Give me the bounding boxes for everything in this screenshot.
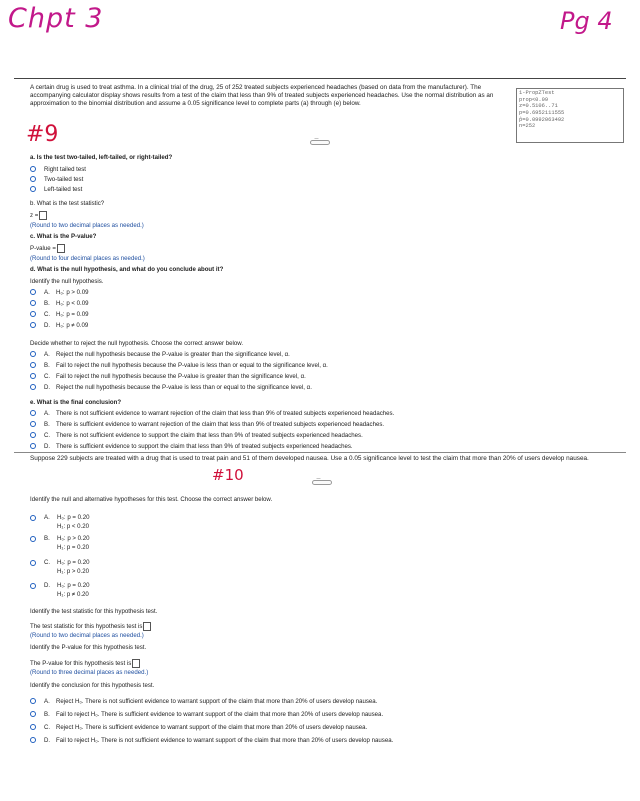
radio-button[interactable] [30,515,36,521]
option-letter: D. [44,737,51,744]
option-text: Fail to reject H₀. There is sufficient evidence to warrant support of the claim that more than 20% of users develop nausea. [56,711,384,718]
radio-button[interactable] [30,311,36,317]
option-text: Fail to reject H₀. There is not sufficient evidence to warrant support of the claim that more than 20% of users develop nausea. [56,737,394,744]
option-text: There is not sufficient evidence to warrant rejection of the claim that less than 9% of treated subjects experienced headaches. [56,410,395,417]
null-option-a[interactable] [30,289,89,297]
expand-toggle[interactable] [310,140,330,145]
z-prefix: z = [30,212,39,220]
test-stat-hint: (Round to two decimal places as needed.) [30,632,144,639]
question-a [30,154,172,162]
radio-button[interactable] [30,289,36,295]
hypothesis-option-a[interactable] [30,514,150,532]
radio-button[interactable] [30,322,36,328]
handwritten-chapter-note: Chpt 3 [8,3,104,34]
option-text: Reject the null hypothesis because the P-value is greater than the significance level, α. [56,351,290,358]
option-text: There is sufficient evidence to warrant rejection of the claim that less than 9% of treated subjects experienced headaches. [56,421,385,428]
p-value-prefix: The P-value for this hypothesis test is [30,660,132,668]
option-text: Fail to reject the null hypothesis because the P-value is less than or equal to the significance level, α. [56,362,328,369]
option-letter: A. [44,514,50,521]
h1-text: H₁: p > 0.20 [57,568,90,575]
calc-line: z=0.5106..71 [519,103,558,110]
radio-button[interactable] [30,698,36,704]
option-letter: D. [44,384,51,391]
p-value-hint: (Round to three decimal places as needed.) [30,669,149,676]
option-right-tailed[interactable] [30,166,86,174]
radio-button[interactable] [30,583,36,589]
radio-button[interactable] [30,536,36,542]
calc-line: n=252 [519,123,536,130]
hypothesis-option-d[interactable] [30,582,150,600]
h1-text: H₁: p < 0.20 [57,523,90,530]
problem9-intro: A certain drug is used to treat asthma. In a clinical trial of the drug, 25 of 252 treated subjects experienced headaches (based on data from the manufacturer). The accompanying calculator display shows results from a test of the claim that less than 9% of treated subjects experienced headaches. Use the normal distribution as an approximation to the binomial distribution and assume a 0.05 significance level to complete parts (a) through (e) below. [30,84,494,107]
radio-button[interactable] [30,560,36,566]
option-text: Fail to reject the null hypothesis because the P-value is greater than the significance level, α. [56,373,306,380]
identify-null-label: Identify the null hypothesis. [30,278,104,285]
option-text: H₀: p ≠ 0.09 [56,322,89,329]
p-value-input[interactable] [132,659,140,668]
calc-line: p=0.6952111555 [519,109,565,116]
option-letter: B. [44,535,50,542]
conclusion10-option-c[interactable] [30,724,367,732]
decision-option-d[interactable] [30,384,312,392]
top-divider [14,78,626,79]
option-text: H₀: p < 0.09 [56,300,89,307]
option-label: Right tailed test [44,166,87,173]
radio-button[interactable] [30,176,36,182]
h0-text: H₀: p = 0.20 [57,582,90,589]
question-c [30,233,96,241]
option-letter: C. [44,559,51,566]
question-b-text: b. What is the test statistic? [30,200,105,207]
option-left-tailed[interactable] [30,186,82,194]
radio-button[interactable] [30,373,36,379]
calc-line: 1-PropZTest [519,90,555,96]
h0-text: H₀: p > 0.20 [57,535,90,542]
hypothesis-option-b[interactable] [30,535,150,553]
problem10-intro: Suppose 229 subjects are treated with a drug that is used to treat pain and 51 of them developed nausea. Use a 0.05 significance level to test the claim that more than 20% of users develop nausea. [30,455,589,462]
option-two-tailed[interactable] [30,176,83,184]
option-text: H₀: p = 0.09 [56,311,89,318]
calc-line: prop<0.09 [519,96,549,103]
test-stat-question: Identify the test statistic for this hypothesis test. [30,608,158,615]
radio-button[interactable] [30,351,36,357]
question-d [30,266,223,274]
h1-text: H₁: p = 0.20 [57,544,90,551]
option-text: Reject H₀. There is not sufficient evidence to warrant support of the claim that more than 20% of users develop nausea. [56,698,378,705]
question-a-text: a. Is the test two-tailed, left-tailed, or right-tailed? [30,154,173,161]
z-answer-row [30,211,47,220]
radio-button[interactable] [30,384,36,390]
question-e [30,399,121,407]
option-letter: C. [44,432,51,439]
pvalue-prefix: P-value = [30,245,56,253]
option-text: Reject the null hypothesis because the P-value is less than or equal to the significance level, α. [56,384,312,391]
radio-button[interactable] [30,410,36,416]
calc-line: p̂=0.0992063492 [519,116,565,123]
radio-button[interactable] [30,737,36,743]
option-letter: B. [44,711,50,718]
radio-button[interactable] [30,362,36,368]
decide-label: Decide whether to reject the null hypothesis. Choose the correct answer below. [30,340,244,347]
option-text: There is not sufficient evidence to support the claim that less than 9% of treated subjects experienced headaches. [56,432,363,439]
pvalue-input[interactable] [57,244,65,253]
conclusion9-option-d[interactable] [30,443,353,451]
handwritten-question-9: #9 [26,122,59,147]
option-letter: C. [44,724,51,731]
expand-toggle[interactable] [312,480,332,485]
calculator-display [516,88,624,143]
option-letter: C. [44,311,51,318]
radio-button[interactable] [30,421,36,427]
decision-option-c[interactable] [30,373,306,381]
option-letter: D. [44,582,51,589]
conclusion9-option-b[interactable] [30,421,384,429]
null-option-c[interactable] [30,311,89,319]
option-text: H₀: p > 0.09 [56,289,89,296]
section-divider [14,452,626,453]
p-value-question: Identify the P-value for this hypothesis test. [30,644,147,651]
p-value-answer-row [30,659,140,668]
test-stat-prefix: The test statistic for this hypothesis test is [30,623,143,631]
conclusion9-option-a[interactable] [30,410,394,418]
identify-hypotheses-label: Identify the null and alternative hypotheses for this test. Choose the correct answer below. [30,496,273,503]
hypothesis-option-c[interactable] [30,559,150,577]
question-b [30,200,104,208]
question-c-text: c. What is the P-value? [30,233,97,240]
z-input[interactable] [39,211,47,220]
option-letter: B. [44,300,50,307]
option-letter: B. [44,421,50,428]
radio-button[interactable] [30,724,36,730]
handwritten-question-10: #10 [212,466,244,484]
pvalue-answer-row [30,244,65,253]
option-letter: D. [44,443,51,450]
radio-button[interactable] [30,166,36,172]
question-e-text: e. What is the final conclusion? [30,399,122,406]
test-stat-answer-row [30,622,151,631]
h1-text: H₁: p ≠ 0.20 [57,591,89,598]
option-text: There is sufficient evidence to support the claim that less than 9% of treated subjects experienced headaches. [56,443,353,450]
option-letter: A. [44,698,50,705]
option-text: Reject H₀. There is sufficient evidence to warrant support of the claim that more than 20% of users develop nausea. [56,724,368,731]
radio-button[interactable] [30,300,36,306]
option-letter: D. [44,322,51,329]
h0-text: H₀: p = 0.20 [57,514,90,521]
option-letter: B. [44,362,50,369]
null-option-d[interactable] [30,322,88,330]
conclusion10-option-d[interactable] [30,737,393,745]
handwritten-page-note: Pg 4 [560,7,613,35]
test-stat-input[interactable] [143,622,151,631]
radio-button[interactable] [30,432,36,438]
null-option-b[interactable] [30,300,89,308]
conclusion10-option-b[interactable] [30,711,383,719]
option-label: Left-tailed test [44,186,83,193]
pvalue-hint: (Round to four decimal places as needed.) [30,255,145,262]
conclusion-question: Identify the conclusion for this hypothesis test. [30,682,155,689]
radio-button[interactable] [30,711,36,717]
option-letter: A. [44,351,50,358]
option-letter: A. [44,289,50,296]
option-label: Two-tailed test [44,176,84,183]
radio-button[interactable] [30,186,36,192]
decision-option-b[interactable] [30,362,328,370]
decision-option-a[interactable] [30,351,290,359]
option-letter: C. [44,373,51,380]
question-d-text: d. What is the null hypothesis, and what do you conclude about it? [30,266,224,273]
conclusion10-option-a[interactable] [30,698,377,706]
h0-text: H₀: p = 0.20 [57,559,90,566]
option-letter: A. [44,410,50,417]
z-hint: (Round to two decimal places as needed.) [30,222,144,229]
conclusion9-option-c[interactable] [30,432,363,440]
radio-button[interactable] [30,443,36,449]
